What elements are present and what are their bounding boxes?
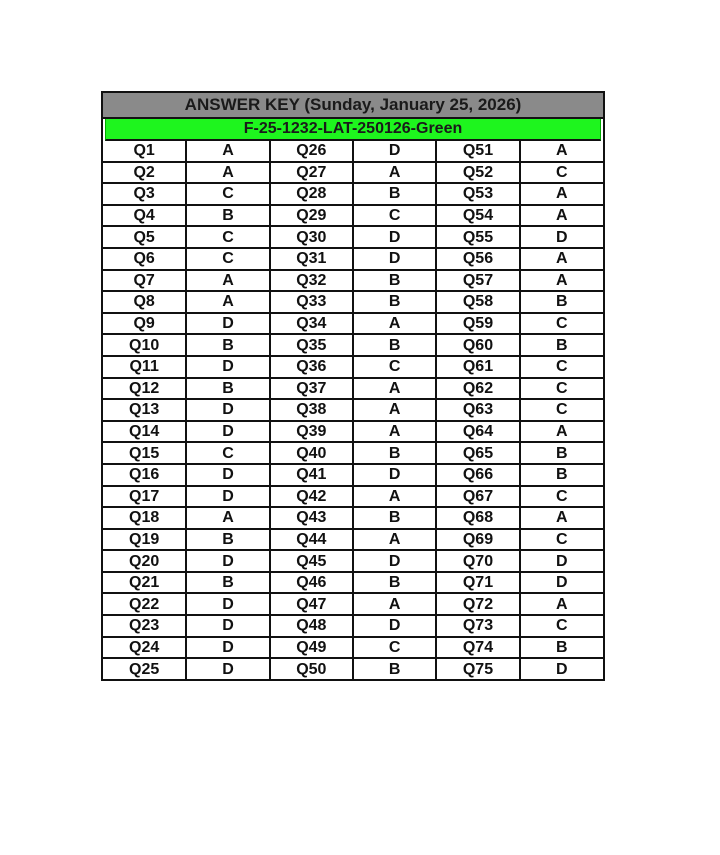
answer-cell: B — [186, 529, 269, 551]
answer-cell: B — [353, 572, 436, 594]
question-number-cell: Q59 — [436, 313, 519, 335]
answer-cell: B — [520, 464, 603, 486]
question-number-cell: Q50 — [270, 658, 353, 679]
answer-cell: D — [520, 572, 603, 594]
answer-cell: A — [186, 162, 269, 184]
table-row — [103, 529, 603, 551]
table-row — [103, 378, 603, 400]
question-number-cell: Q40 — [270, 442, 353, 464]
question-number-cell: Q5 — [103, 226, 186, 248]
question-number-cell: Q25 — [103, 658, 186, 679]
answer-cell: B — [353, 183, 436, 205]
question-number-cell: Q64 — [436, 421, 519, 443]
answer-cell: B — [186, 572, 269, 594]
answer-cell: A — [520, 141, 603, 162]
question-number-cell: Q10 — [103, 334, 186, 356]
table-row — [103, 486, 603, 508]
question-number-cell: Q17 — [103, 486, 186, 508]
question-number-cell: Q9 — [103, 313, 186, 335]
answer-cell: D — [353, 226, 436, 248]
question-number-cell: Q7 — [103, 270, 186, 292]
answer-cell: D — [186, 637, 269, 659]
question-number-cell: Q62 — [436, 378, 519, 400]
answer-cell: A — [520, 205, 603, 227]
answer-cell: B — [353, 442, 436, 464]
table-row — [103, 248, 603, 270]
question-number-cell: Q60 — [436, 334, 519, 356]
answer-cell: C — [520, 486, 603, 508]
answer-cell: D — [353, 248, 436, 270]
question-number-cell: Q8 — [103, 291, 186, 313]
question-number-cell: Q16 — [103, 464, 186, 486]
answer-cell: D — [353, 550, 436, 572]
answer-cell: B — [186, 205, 269, 227]
answer-cell: A — [353, 378, 436, 400]
question-number-cell: Q21 — [103, 572, 186, 594]
answer-cell: D — [186, 313, 269, 335]
question-number-cell: Q43 — [270, 507, 353, 529]
answer-key-title: ANSWER KEY (Sunday, January 25, 2026) — [103, 93, 603, 119]
table-row — [103, 442, 603, 464]
question-number-cell: Q58 — [436, 291, 519, 313]
answer-cell: A — [520, 507, 603, 529]
table-row — [103, 162, 603, 184]
question-number-cell: Q36 — [270, 356, 353, 378]
question-number-cell: Q1 — [103, 141, 186, 162]
answer-cell: A — [353, 421, 436, 443]
answer-cell: C — [353, 356, 436, 378]
answer-cell: A — [186, 270, 269, 292]
answer-cell: C — [186, 226, 269, 248]
question-number-cell: Q53 — [436, 183, 519, 205]
question-number-cell: Q6 — [103, 248, 186, 270]
question-number-cell: Q75 — [436, 658, 519, 679]
answer-cell: A — [353, 593, 436, 615]
question-number-cell: Q73 — [436, 615, 519, 637]
question-number-cell: Q4 — [103, 205, 186, 227]
question-number-cell: Q68 — [436, 507, 519, 529]
question-number-cell: Q13 — [103, 399, 186, 421]
table-row — [103, 291, 603, 313]
question-number-cell: Q46 — [270, 572, 353, 594]
answer-cell: D — [353, 141, 436, 162]
question-number-cell: Q27 — [270, 162, 353, 184]
table-row — [103, 637, 603, 659]
question-number-cell: Q33 — [270, 291, 353, 313]
answer-cell: C — [353, 637, 436, 659]
answer-cell: B — [186, 334, 269, 356]
answer-cell: C — [520, 356, 603, 378]
answer-cell: C — [520, 615, 603, 637]
question-number-cell: Q61 — [436, 356, 519, 378]
question-number-cell: Q52 — [436, 162, 519, 184]
question-number-cell: Q12 — [103, 378, 186, 400]
question-number-cell: Q66 — [436, 464, 519, 486]
question-number-cell: Q34 — [270, 313, 353, 335]
answer-cell: B — [520, 637, 603, 659]
question-number-cell: Q26 — [270, 141, 353, 162]
question-number-cell: Q65 — [436, 442, 519, 464]
table-row — [103, 399, 603, 421]
question-number-cell: Q2 — [103, 162, 186, 184]
question-number-cell: Q22 — [103, 593, 186, 615]
answer-cell: A — [353, 313, 436, 335]
question-number-cell: Q14 — [103, 421, 186, 443]
question-number-cell: Q39 — [270, 421, 353, 443]
question-number-cell: Q49 — [270, 637, 353, 659]
answer-cell: D — [520, 226, 603, 248]
answer-cell: A — [186, 507, 269, 529]
answer-cell: C — [520, 378, 603, 400]
question-number-cell: Q41 — [270, 464, 353, 486]
answer-cell: D — [186, 421, 269, 443]
answer-cell: D — [353, 464, 436, 486]
answer-cell: D — [186, 593, 269, 615]
answer-cell: B — [520, 442, 603, 464]
table-row — [103, 205, 603, 227]
question-number-cell: Q23 — [103, 615, 186, 637]
answer-cell: D — [353, 615, 436, 637]
answer-cell: D — [186, 550, 269, 572]
question-number-cell: Q67 — [436, 486, 519, 508]
question-number-cell: Q57 — [436, 270, 519, 292]
answer-table — [103, 141, 603, 679]
answer-cell: D — [520, 658, 603, 679]
answer-cell: D — [186, 615, 269, 637]
answer-cell: C — [186, 442, 269, 464]
question-number-cell: Q11 — [103, 356, 186, 378]
answer-cell: A — [186, 291, 269, 313]
question-number-cell: Q74 — [436, 637, 519, 659]
question-number-cell: Q47 — [270, 593, 353, 615]
answer-cell: D — [186, 486, 269, 508]
question-number-cell: Q42 — [270, 486, 353, 508]
question-number-cell: Q56 — [436, 248, 519, 270]
answer-cell: A — [353, 399, 436, 421]
answer-cell: A — [520, 248, 603, 270]
answer-cell: C — [520, 529, 603, 551]
answer-cell: D — [186, 464, 269, 486]
answer-cell: C — [353, 205, 436, 227]
question-number-cell: Q55 — [436, 226, 519, 248]
table-row — [103, 270, 603, 292]
answer-cell: D — [186, 356, 269, 378]
question-number-cell: Q28 — [270, 183, 353, 205]
answer-cell: A — [353, 486, 436, 508]
question-number-cell: Q45 — [270, 550, 353, 572]
question-number-cell: Q63 — [436, 399, 519, 421]
paper-code-banner: F-25-1232-LAT-250126-Green — [105, 119, 601, 141]
answer-cell: B — [520, 291, 603, 313]
question-number-cell: Q18 — [103, 507, 186, 529]
question-number-cell: Q35 — [270, 334, 353, 356]
answer-cell: A — [520, 421, 603, 443]
answer-cell: B — [520, 334, 603, 356]
answer-cell: A — [186, 141, 269, 162]
question-number-cell: Q38 — [270, 399, 353, 421]
table-row — [103, 183, 603, 205]
answer-cell: C — [186, 183, 269, 205]
question-number-cell: Q70 — [436, 550, 519, 572]
answer-cell: B — [353, 334, 436, 356]
table-row — [103, 593, 603, 615]
table-row — [103, 615, 603, 637]
table-row — [103, 507, 603, 529]
answer-cell: C — [186, 248, 269, 270]
answer-cell: A — [520, 270, 603, 292]
question-number-cell: Q31 — [270, 248, 353, 270]
question-number-cell: Q15 — [103, 442, 186, 464]
table-row — [103, 313, 603, 335]
table-row — [103, 658, 603, 679]
question-number-cell: Q37 — [270, 378, 353, 400]
table-row — [103, 334, 603, 356]
table-row — [103, 464, 603, 486]
question-number-cell: Q20 — [103, 550, 186, 572]
answer-cell: A — [353, 529, 436, 551]
answer-cell: C — [520, 313, 603, 335]
answer-cell: B — [353, 270, 436, 292]
question-number-cell: Q69 — [436, 529, 519, 551]
answer-cell: A — [353, 162, 436, 184]
question-number-cell: Q51 — [436, 141, 519, 162]
question-number-cell: Q19 — [103, 529, 186, 551]
question-number-cell: Q30 — [270, 226, 353, 248]
question-number-cell: Q48 — [270, 615, 353, 637]
answer-cell: A — [520, 183, 603, 205]
answer-cell: C — [520, 162, 603, 184]
answer-cell: B — [353, 291, 436, 313]
question-number-cell: Q29 — [270, 205, 353, 227]
answer-cell: A — [520, 593, 603, 615]
table-row — [103, 226, 603, 248]
table-row — [103, 550, 603, 572]
table-row — [103, 572, 603, 594]
question-number-cell: Q72 — [436, 593, 519, 615]
question-number-cell: Q54 — [436, 205, 519, 227]
question-number-cell: Q44 — [270, 529, 353, 551]
answer-cell: C — [520, 399, 603, 421]
question-number-cell: Q24 — [103, 637, 186, 659]
answer-cell: B — [186, 378, 269, 400]
question-number-cell: Q3 — [103, 183, 186, 205]
table-row — [103, 141, 603, 162]
answer-cell: B — [353, 658, 436, 679]
answer-cell: D — [186, 399, 269, 421]
answer-cell: B — [353, 507, 436, 529]
question-number-cell: Q32 — [270, 270, 353, 292]
question-number-cell: Q71 — [436, 572, 519, 594]
table-row — [103, 421, 603, 443]
answer-cell: D — [520, 550, 603, 572]
answer-cell: D — [186, 658, 269, 679]
answer-key-sheet — [101, 91, 605, 681]
table-row — [103, 356, 603, 378]
